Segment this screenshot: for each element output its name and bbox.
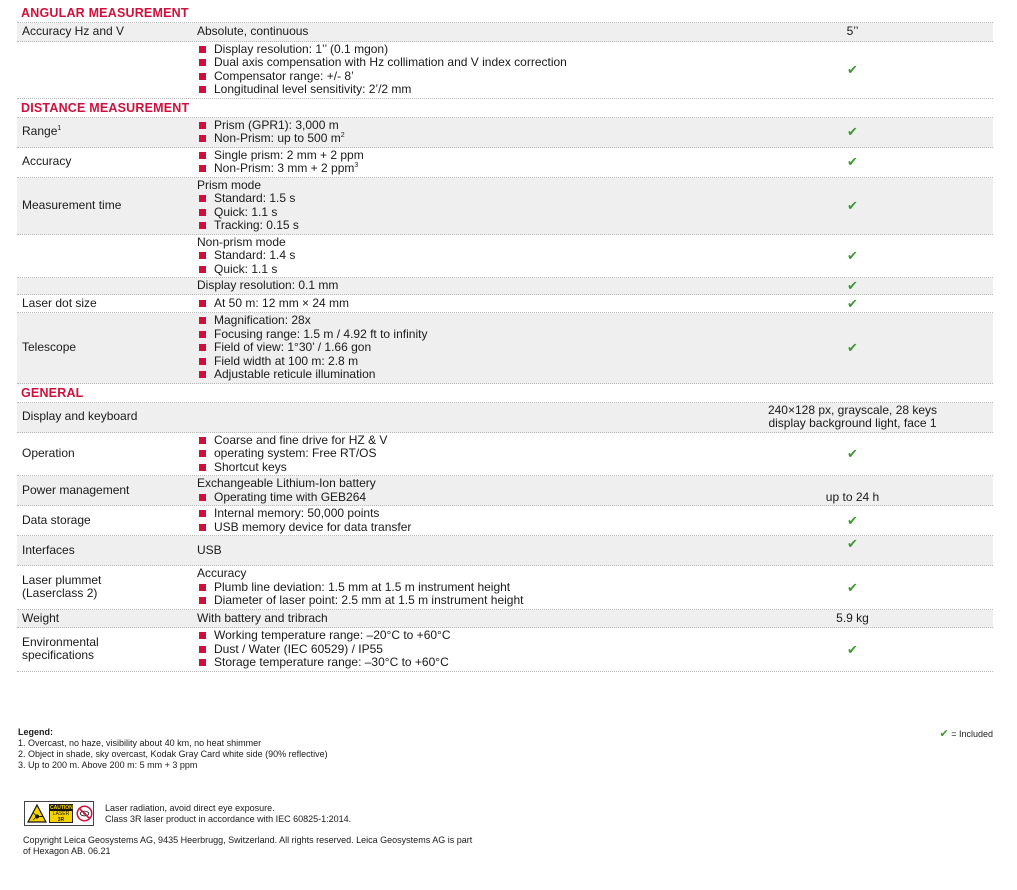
- row-non-prism-mode: [17, 235, 993, 279]
- row-label: Data storage: [22, 512, 91, 527]
- row-label: Measurement time: [22, 197, 122, 212]
- row-accuracy-hz-v: [17, 23, 993, 42]
- bullet-item: Standard: 1.5 s: [197, 192, 708, 206]
- row-label: Accuracy: [22, 154, 72, 169]
- bullet-item: Magnification: 28x: [197, 314, 708, 328]
- bullet-item: Working temperature range: –20°C to +60°C: [197, 629, 708, 643]
- bullet-item: At 50 m: 12 mm × 24 mm: [197, 297, 708, 311]
- row-value: 5’’: [846, 24, 859, 38]
- row-value: up to 24 h: [825, 489, 880, 504]
- bullet-item: Plumb line deviation: 1.5 mm at 1.5 m instrument height: [197, 581, 708, 595]
- bullet-item: Longitudinal level sensitivity: 2’/2 mm: [197, 83, 708, 97]
- check-icon: ✔: [847, 340, 858, 355]
- check-icon: ✔: [847, 197, 858, 213]
- bullet-item: Non-Prism: 3 mm + 2 ppm$^3$: [197, 162, 708, 176]
- check-icon: ✔: [847, 124, 858, 140]
- check-icon: ✔: [847, 579, 858, 595]
- bullet-item: Focusing range: 1.5 m / 4.92 ft to infinity: [197, 328, 708, 342]
- row-angular-features: [17, 42, 993, 99]
- row-data-storage: [17, 506, 993, 536]
- row-label: Weight: [22, 610, 60, 625]
- row-laser-dot-size: [17, 295, 993, 314]
- check-icon: ✔: [847, 248, 858, 263]
- bullet-item: Non-Prism: up to 500 $m^2$: [197, 132, 708, 146]
- check-icon: ✔: [847, 512, 858, 528]
- bullet-item: Prism (GPR1): 3,000 m: [197, 119, 708, 133]
- bullet-item: Coarse and fine drive for HZ & V: [197, 434, 708, 448]
- bullet-item: Storage temperature range: –30°C to +60°C: [197, 656, 708, 670]
- check-icon: ✔: [847, 641, 858, 657]
- laser-class-label: CAUTION LASER 3R: [50, 805, 73, 823]
- row-display-keyboard: [17, 403, 993, 433]
- sub-heading: Prism mode: [197, 177, 262, 192]
- bullet-item: Operating time with GEB264: [197, 491, 708, 505]
- bullet-item: operating system: Free RT/OS: [197, 447, 708, 461]
- row-telescope: [17, 313, 993, 384]
- bullet-item: Display resolution: 1’’ (0.1 mgon): [197, 43, 708, 57]
- bullet-item: Field of view: 1°30’ / 1.66 gon: [197, 341, 708, 355]
- section-distance-measurement: DISTANCE MEASUREMENT: [17, 99, 993, 118]
- laser-warning-label: [24, 801, 94, 826]
- included-legend: ✔ = Included: [939, 728, 993, 740]
- legend-item: 3. Up to 200 m. Above 200 m: 5 mm + 3 ppm: [18, 760, 198, 770]
- bullet-item: Field width at 100 m: 2.8 m: [197, 355, 708, 369]
- bullet-item: Internal memory: 50,000 points: [197, 507, 708, 521]
- check-icon: ✔: [847, 278, 858, 293]
- row-label: Interfaces: [22, 542, 75, 557]
- row-environmental-specifications: [17, 628, 993, 672]
- sub-heading: Exchangeable Lithium-Ion battery: [197, 476, 376, 490]
- row-label: Display and keyboard: [22, 409, 138, 424]
- legend-item: 2. Object in shade, sky overcast, Kodak Gray Card white side (90% reflective): [18, 749, 328, 759]
- legend-title: Legend:: [18, 727, 53, 737]
- laser-hazard-icon: [27, 804, 47, 824]
- row-label: Accuracy Hz and V: [22, 24, 125, 38]
- row-label: Power management: [22, 482, 130, 497]
- row-operation: [17, 433, 993, 477]
- section-general: GENERAL: [17, 384, 993, 403]
- row-label: Range$^1$: [22, 124, 62, 139]
- no-eye-exposure-icon: [76, 805, 93, 822]
- legend: [18, 727, 328, 771]
- row-description: USB: [197, 542, 222, 557]
- row-accuracy: [17, 148, 993, 178]
- row-description: With battery and tribrach: [197, 610, 328, 625]
- check-icon: ✔: [847, 536, 858, 551]
- sub-heading: Accuracy: [197, 566, 247, 580]
- bullet-item: Quick: 1.1 s: [197, 206, 708, 220]
- legend-item: 1. Overcast, no haze, visibility about 40 km, no heat shimmer: [18, 738, 262, 748]
- row-label: Laser plummet (Laserclass 2): [22, 572, 102, 601]
- bullet-item: Quick: 1.1 s: [197, 263, 708, 277]
- row-description: Display resolution: 0.1 mm: [197, 278, 339, 292]
- row-power-management: [17, 476, 993, 506]
- row-label: Operation: [22, 446, 75, 460]
- bullet-item: Dust / Water (IEC 60529) / IP55: [197, 643, 708, 657]
- bullet-item: Adjustable reticule illumination: [197, 368, 708, 382]
- bullet-item: Single prism: 2 mm + 2 ppm: [197, 149, 708, 163]
- bullet-item: Compensator range: +/- 8’: [197, 70, 708, 84]
- bullet-item: Tracking: 0.15 s: [197, 219, 708, 233]
- bullet-item: Dual axis compensation with Hz collimation and V index correction: [197, 56, 708, 70]
- row-interfaces: [17, 536, 993, 566]
- row-value: 240×128 px, grayscale, 28 keys display background light, face 1: [767, 402, 938, 430]
- copyright-text: Copyright Leica Geosystems AG, 9435 Heerbrugg, Switzerland. All rights reserved. Leica Geosystems AG is part of Hexagon AB. 06.21: [23, 835, 473, 856]
- check-icon: ✔: [847, 61, 858, 77]
- row-label: Laser dot size: [22, 295, 97, 310]
- sub-heading: Non-prism mode: [197, 234, 286, 249]
- bullet-item: Diameter of laser point: 2.5 mm at 1.5 m instrument height: [197, 594, 708, 608]
- bullet-item: Standard: 1.4 s: [197, 249, 708, 263]
- row-laser-plummet: [17, 566, 993, 610]
- row-label: Telescope: [22, 340, 77, 354]
- bullet-item: USB memory device for data transfer: [197, 521, 708, 535]
- check-icon: ✔: [847, 446, 858, 461]
- row-description: Absolute, continuous: [197, 24, 309, 38]
- check-icon: ✔: [847, 154, 858, 170]
- check-icon: ✔: [847, 295, 858, 311]
- spec-table: [17, 4, 993, 672]
- row-weight: [17, 610, 993, 629]
- row-value: 5.9 kg: [836, 610, 869, 625]
- row-label: Environmental specifications: [22, 634, 99, 663]
- row-range: [17, 118, 993, 148]
- row-measurement-time: [17, 178, 993, 235]
- laser-notice: Laser radiation, avoid direct eye exposure. Class 3R laser product in accordance with IEC 60825-1:2014.: [105, 803, 352, 824]
- check-icon: ✔: [939, 728, 949, 740]
- bullet-item: Shortcut keys: [197, 461, 708, 475]
- row-display-resolution: [17, 278, 993, 295]
- section-angular-measurement: ANGULAR MEASUREMENT: [17, 4, 993, 23]
